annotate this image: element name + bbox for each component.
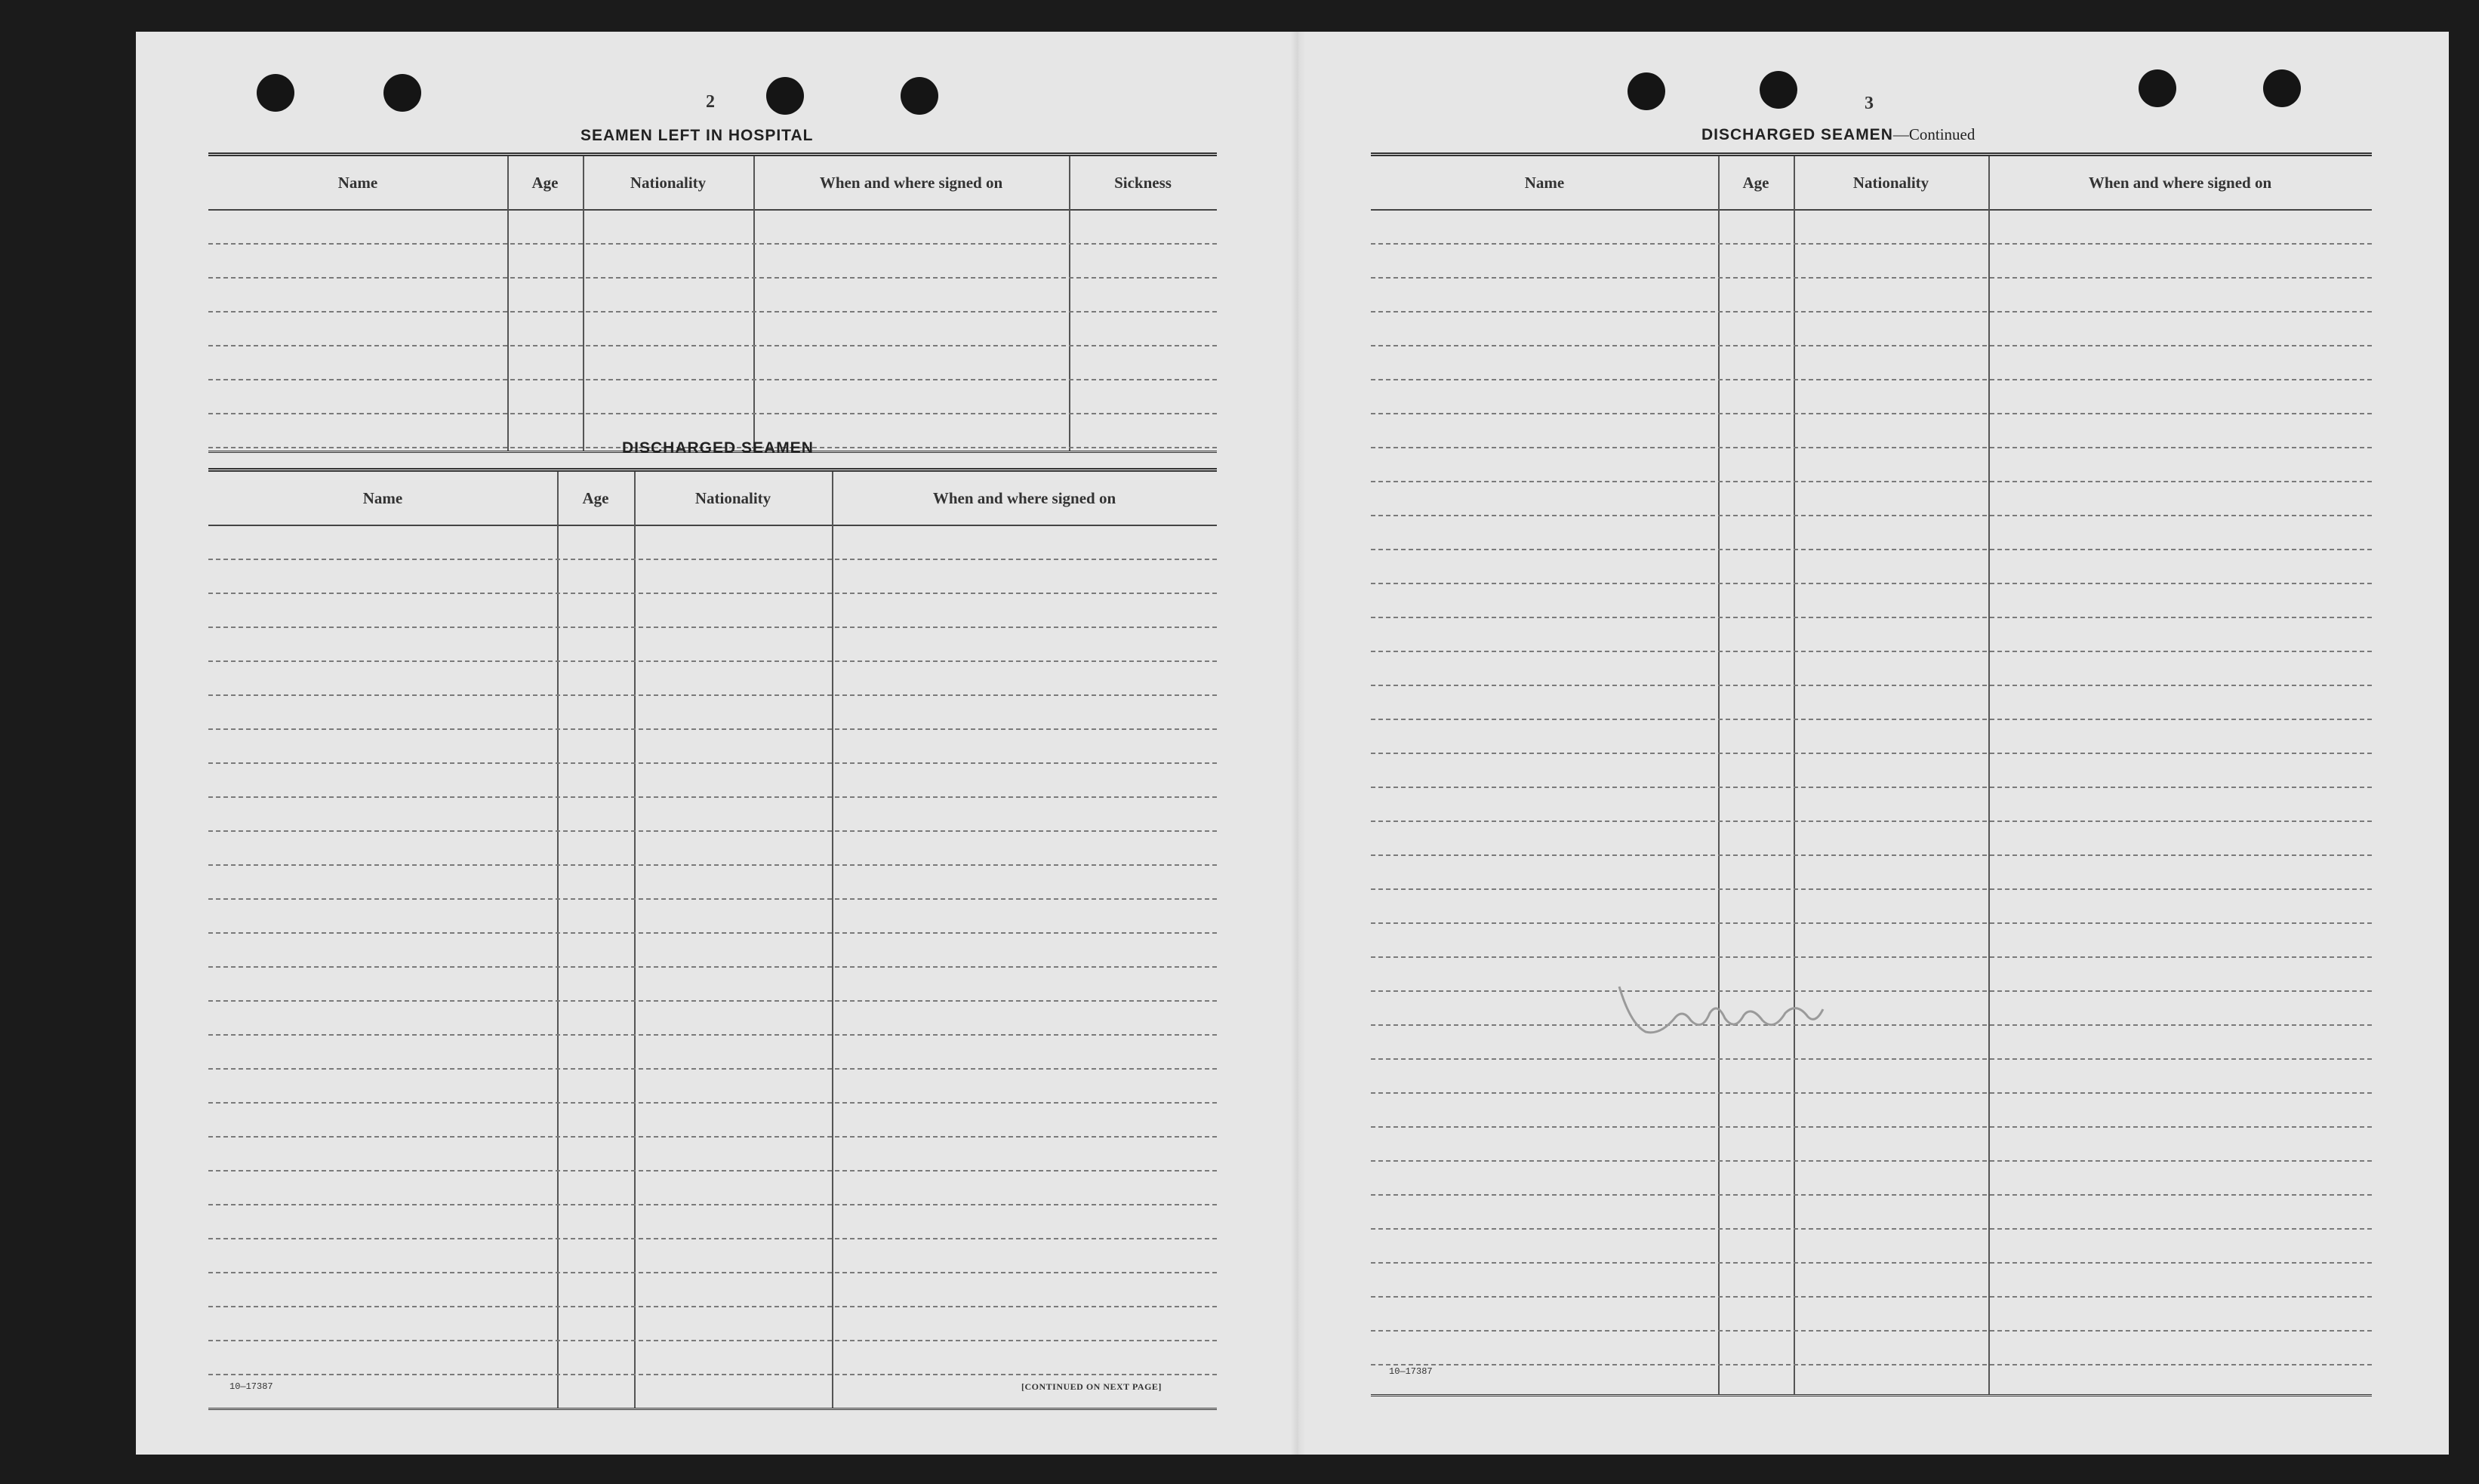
blank-entry-line	[208, 1374, 1217, 1375]
blank-entry-line	[1371, 753, 2372, 754]
column-divider	[1794, 156, 1795, 1394]
blank-entry-line	[1371, 1160, 2372, 1162]
blank-entry-line	[1371, 1330, 2372, 1332]
col-header-signed-on: When and where signed on	[932, 488, 1116, 507]
table-header	[208, 156, 1217, 211]
blank-entry-line	[208, 694, 1217, 696]
blank-entry-line	[1371, 1228, 2372, 1230]
blank-entry-line	[208, 1136, 1217, 1138]
blank-entry-line	[208, 898, 1217, 900]
discharged-continued-suffix: —Continued	[1892, 125, 1976, 143]
punch-hole	[2139, 69, 2176, 107]
punch-hole	[766, 77, 804, 115]
page-number-right: 3	[1865, 94, 1874, 113]
discharged-table-left	[208, 468, 1217, 1410]
discharged-continued-title	[1701, 125, 1975, 144]
blank-entry-line	[1371, 243, 2372, 245]
blank-entry-line	[208, 1068, 1217, 1070]
blank-entry-line	[1371, 821, 2372, 822]
blank-entry-line	[1371, 990, 2372, 992]
blank-entry-line	[208, 277, 1217, 279]
column-divider	[557, 472, 559, 1408]
blank-entry-line	[208, 1204, 1217, 1205]
blank-entry-line	[208, 413, 1217, 414]
column-divider	[507, 156, 509, 451]
blank-entry-line	[1371, 685, 2372, 686]
col-header-age: Age	[1742, 173, 1769, 192]
hospital-section-title: SEAMEN LEFT IN HOSPITAL	[580, 127, 814, 144]
table-header	[208, 472, 1217, 526]
blank-entry-line	[208, 762, 1217, 764]
blank-entry-line	[1371, 888, 2372, 890]
document-sheet	[136, 32, 2449, 1455]
blank-entry-line	[208, 932, 1217, 934]
blank-entry-line	[1371, 1364, 2372, 1365]
col-header-signed-on: When and where signed on	[819, 173, 1003, 192]
blank-entry-line	[208, 243, 1217, 245]
blank-entry-line	[208, 593, 1217, 594]
form-number-left: 10—17387	[229, 1381, 273, 1392]
blank-entry-line	[208, 1238, 1217, 1239]
blank-entry-line	[1371, 515, 2372, 516]
blank-entry-line	[208, 966, 1217, 968]
blank-entry-line	[1371, 447, 2372, 448]
blank-entry-line	[208, 1034, 1217, 1036]
blank-entry-line	[1371, 719, 2372, 720]
col-header-nationality: Nationality	[630, 173, 707, 192]
discharged-section-title: DISCHARGED SEAMEN	[622, 439, 814, 457]
blank-entry-line	[1371, 1024, 2372, 1026]
blank-entry-line	[208, 1340, 1217, 1341]
punch-hole	[257, 74, 294, 112]
punch-hole	[1628, 72, 1665, 110]
col-header-signed-on: When and where signed on	[2088, 173, 2272, 192]
blank-entry-line	[208, 379, 1217, 380]
blank-entry-line	[1371, 1092, 2372, 1094]
blank-entry-line	[1371, 311, 2372, 313]
col-header-sickness: Sickness	[1114, 173, 1172, 192]
blank-entry-line	[208, 559, 1217, 560]
form-number-right: 10—17387	[1389, 1366, 1433, 1377]
blank-entry-line	[1371, 956, 2372, 958]
blank-entry-line	[208, 796, 1217, 798]
punch-hole	[2263, 69, 2301, 107]
blank-entry-line	[1371, 854, 2372, 856]
blank-entry-line	[1371, 277, 2372, 279]
column-divider	[583, 156, 584, 451]
table-header	[1371, 156, 2372, 211]
continued-note: [CONTINUED ON NEXT PAGE]	[1021, 1381, 1162, 1392]
column-divider	[753, 156, 755, 451]
blank-entry-line	[1371, 1058, 2372, 1060]
blank-entry-line	[208, 1170, 1217, 1171]
col-header-name: Name	[1524, 173, 1565, 192]
col-header-age: Age	[531, 173, 559, 192]
col-header-name: Name	[362, 488, 403, 507]
blank-entry-line	[208, 311, 1217, 313]
col-header-name: Name	[337, 173, 378, 192]
blank-entry-line	[208, 1272, 1217, 1273]
blank-entry-line	[1371, 922, 2372, 924]
blank-entry-line	[1371, 651, 2372, 652]
blank-entry-line	[1371, 549, 2372, 550]
blank-entry-line	[1371, 1296, 2372, 1298]
column-divider	[634, 472, 636, 1408]
blank-entry-line	[1371, 583, 2372, 584]
punch-hole	[383, 74, 421, 112]
blank-entry-line	[208, 345, 1217, 346]
blank-entry-line	[1371, 1262, 2372, 1264]
blank-entry-line	[1371, 481, 2372, 482]
column-divider	[1988, 156, 1990, 1394]
page-fold	[1291, 32, 1306, 1455]
column-divider	[1069, 156, 1070, 451]
blank-entry-line	[208, 728, 1217, 730]
handwritten-signature	[1615, 979, 1827, 1047]
blank-entry-line	[208, 1306, 1217, 1307]
col-header-nationality: Nationality	[1852, 173, 1929, 192]
punch-hole	[901, 77, 938, 115]
blank-entry-line	[1371, 345, 2372, 346]
blank-entry-line	[208, 1000, 1217, 1002]
col-header-nationality: Nationality	[694, 488, 771, 507]
page-number-left: 2	[706, 92, 715, 112]
punch-hole	[1760, 71, 1797, 109]
blank-entry-line	[1371, 617, 2372, 618]
blank-entry-line	[208, 1102, 1217, 1104]
column-divider	[1718, 156, 1720, 1394]
col-header-age: Age	[582, 488, 609, 507]
blank-entry-line	[1371, 413, 2372, 414]
column-divider	[832, 472, 833, 1408]
discharged-table-right	[1371, 152, 2372, 1396]
blank-entry-line	[208, 830, 1217, 832]
blank-entry-line	[208, 864, 1217, 866]
hospital-table	[208, 152, 1217, 453]
blank-entry-line	[208, 660, 1217, 662]
blank-entry-line	[1371, 379, 2372, 380]
blank-entry-line	[1371, 1126, 2372, 1128]
blank-entry-line	[208, 627, 1217, 628]
discharged-continued-title-main: DISCHARGED SEAMEN	[1701, 126, 1893, 143]
blank-entry-line	[1371, 1194, 2372, 1196]
blank-entry-line	[1371, 787, 2372, 788]
